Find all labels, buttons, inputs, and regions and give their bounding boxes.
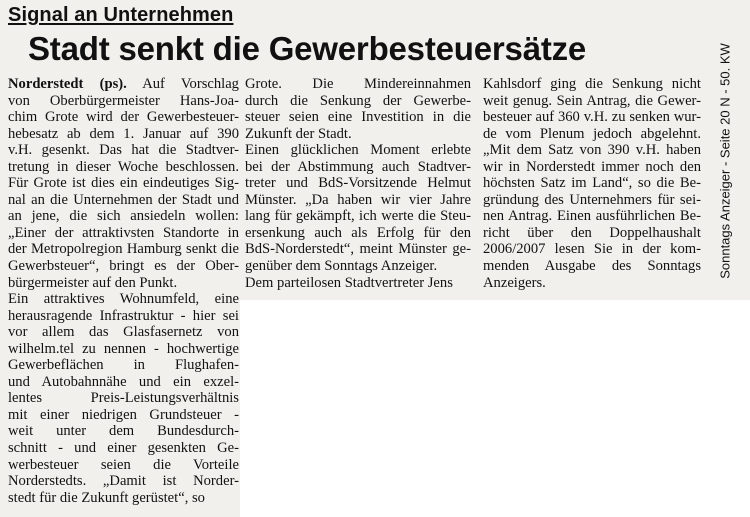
column-2-line-11: BdS-Norderstedt“, meint Münster ge- xyxy=(245,241,471,258)
article-column-1 xyxy=(8,76,239,506)
column-1-line-12: Gewerbsteuer“, bringt es der Ober- xyxy=(8,258,239,275)
source-caption xyxy=(710,18,740,303)
column-1-line-10: „Einer der attraktivsten Standorte in xyxy=(8,224,239,241)
column-2-line-2: durch die Senkung der Gewerbe- xyxy=(245,92,471,109)
column-2-line-5: Einen glücklichen Moment erlebte xyxy=(245,142,471,159)
column-3-line-11: 2006/2007 lesen Sie in der kom- xyxy=(483,241,701,258)
column-1-line-9: an jene, die sich ansiedeln wollen: xyxy=(8,208,239,225)
dateline: Norderstedt (ps). xyxy=(8,76,127,92)
column-1-line-24: werbesteuer seien die Vorteile xyxy=(8,456,239,473)
column-2-line-1: Grote. Die Mindereinnahmen xyxy=(245,76,471,92)
column-2-line-7: treter und BdS-Vorsitzende Helmut xyxy=(245,175,471,192)
column-3-line-10: richt über den Doppelhaushalt xyxy=(483,224,701,241)
article-column-2 xyxy=(245,76,471,291)
column-1-line-13: bürgermeister auf den Punkt. xyxy=(8,274,178,291)
column-2-line-13: Dem parteilosen Stadtvertreter Jens xyxy=(245,274,453,291)
column-3-line-4: de vom Plenum jedoch abgelehnt. xyxy=(483,125,701,142)
column-3-line-7: höchsten Satz im Land“, so die Be- xyxy=(483,175,701,192)
column-1-line-5: v.H. gesenkt. Das hat die Stadtver- xyxy=(8,142,239,159)
column-1-line-11: der Metropolregion Hamburg senkt die xyxy=(8,241,239,258)
column-3-line-1: Kahlsdorf ging die Senkung nicht xyxy=(483,76,701,92)
article-kicker: Signal an Unternehmen xyxy=(8,4,234,26)
column-2-line-8: Münster. „Da haben wir vier Jahre xyxy=(245,191,471,208)
column-1-line-15: herausragende Infrastruktur - hier sei xyxy=(8,307,239,324)
column-1-line-3: chim Grote wird der Gewerbesteuer- xyxy=(8,109,239,126)
column-3-line-2: weit genug. Sein Antrag, die Gewer- xyxy=(483,92,701,109)
column-3-line-6: wir in Norderstedt immer noch den xyxy=(483,158,701,175)
column-2-line-10: ersenkung auch als Erfolg für den xyxy=(245,224,471,241)
column-3-line-12: menden Ausgabe des Sonntags xyxy=(483,258,701,275)
column-1-line-7: Für Grote ist dies ein eindeutiges Sig- xyxy=(8,175,239,192)
column-1-line-16: vor allem das Glasfasernetz von xyxy=(8,324,239,341)
column-1-line-18: Gewerbeflächen in Flughafen- xyxy=(8,357,239,374)
column-1-line-1 xyxy=(8,76,239,93)
column-1-line-6: tretung in dieser Woche beschlossen. xyxy=(8,158,239,175)
column-1-line-4: hebesatz ab dem 1. Januar auf 390 xyxy=(8,125,239,142)
column-1-line-8: nal an die Unternehmen der Stadt und xyxy=(8,191,239,208)
column-2-line-12: genüber dem Sonntags Anzeiger. xyxy=(245,258,438,275)
column-3-line-8: gründung des Unternehmers für sei- xyxy=(483,191,701,208)
column-1-line-22: weit unter dem Bundesdurch- xyxy=(8,423,239,440)
column-1-line-2: von Oberbürgermeister Hans-Joa- xyxy=(8,92,239,109)
column-2-line-4: Zukunft der Stadt. xyxy=(245,125,352,142)
column-3-line-5: „Mit dem Satz von 390 v.H. haben xyxy=(483,142,701,159)
column-2-line-9: lang für gekämpft, ich werte die Steu- xyxy=(245,208,471,225)
column-1-line-19: und Autobahnnähe und ein exzel- xyxy=(8,373,239,390)
column-2-line-3: steuer seien eine Investition in die xyxy=(245,109,471,126)
article-headline: Stadt senkt die Gewerbesteuersätze xyxy=(28,30,587,67)
column-1-line-20: lentes Preis-Leistungsverhältnis xyxy=(8,390,239,407)
column-3-line-13: Anzeigers. xyxy=(483,274,546,291)
column-1-line-14: Ein attraktives Wohnumfeld, eine xyxy=(8,291,239,308)
column-3-line-9: nen Antrag. Einen ausführlichen Be- xyxy=(483,208,701,225)
column-1-line-23: schnitt - und einer gesenkten Ge- xyxy=(8,440,239,457)
column-1-line-25: Norderstedts. „Damit ist Norder- xyxy=(8,473,239,490)
column-1-line-26: stedt für die Zukunft gerüstet“, so xyxy=(8,489,205,506)
column-2-line-6: bei der Abstimmung auch Stadtver- xyxy=(245,158,471,175)
column-1-line-17: wilhelm.tel zu nennen - hochwertige xyxy=(8,340,239,357)
source-caption-text: Sonntags Anzeiger - Seite 20 N - 50. KW xyxy=(717,42,733,279)
column-1-line-1-text: Auf Vorschlag xyxy=(126,76,239,92)
article-column-3 xyxy=(483,76,701,291)
column-1-line-21: mit einer niedrigen Grundsteuer - xyxy=(8,406,239,423)
column-3-line-3: besteuer auf 360 v.H. zu senken wur- xyxy=(483,109,701,126)
